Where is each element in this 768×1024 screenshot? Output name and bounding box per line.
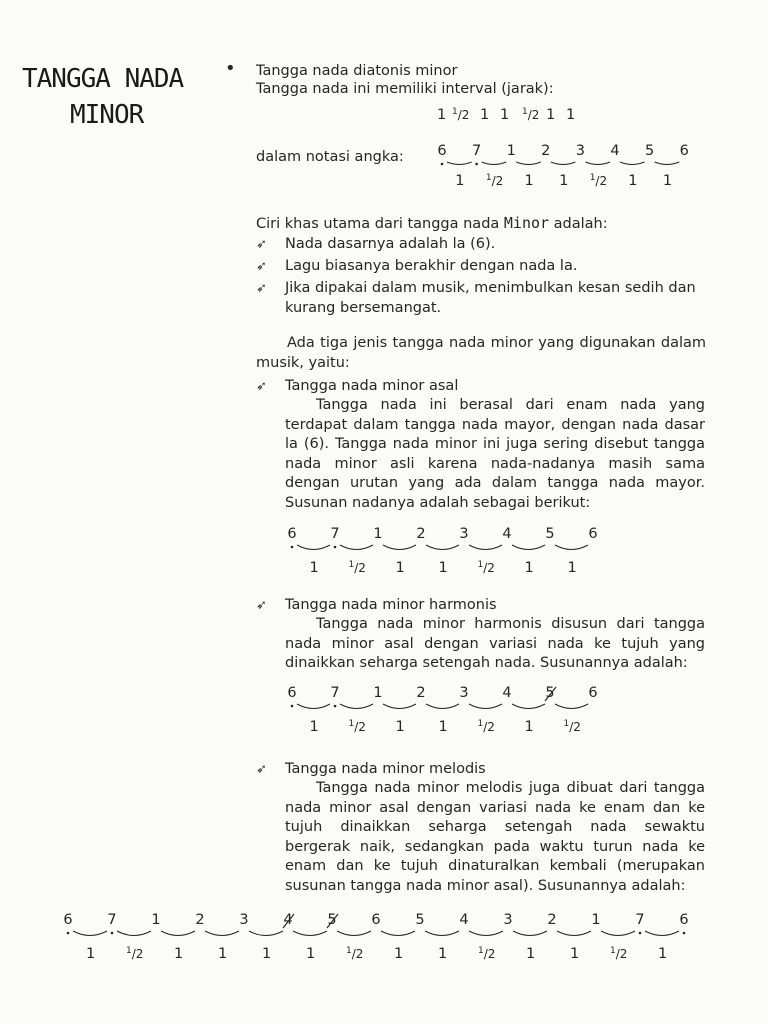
scale-note: 7: [635, 912, 645, 928]
lower-octave-dot: [111, 932, 114, 935]
scale-note: 6: [63, 912, 73, 928]
scale-note: 7: [107, 912, 117, 928]
interval-arc: [557, 931, 591, 936]
scale-interval: 1: [559, 173, 569, 189]
interval-arc: [117, 931, 151, 936]
scale-interval: 1: [218, 946, 228, 962]
scale-interval: $^1$/2: [610, 946, 628, 961]
scale-note: 4: [459, 912, 469, 928]
scale-note: 1: [151, 912, 161, 928]
scale-note: 6: [371, 912, 381, 928]
scale-interval: 1: [309, 719, 319, 735]
scale-note: 6: [588, 685, 598, 701]
harmonis-heading: Tangga nada minor harmonis: [285, 597, 497, 613]
scale-note: 3: [575, 143, 585, 159]
scale-interval: 1: [262, 946, 272, 962]
scale-note: 6: [437, 143, 447, 159]
scale-note: 3: [239, 912, 249, 928]
melodis-heading: Tangga nada minor melodis: [285, 761, 486, 777]
ciri-heading-before: Ciri khas utama dari tangga nada: [256, 216, 504, 232]
scale-interval: 1: [526, 946, 536, 962]
melodis-body: Tangga nada minor melodis juga dibuat dari tangga nada minor asal dengan variasi nada ke enam dan ke tujuh dinaikkan seharga setengah nada sewaktu bergerak naik, sedangkan pada waktu turun nada ke enam dan ke tujuh dinaturalkan kembali (merupakan susunan tangga nada minor asal). Susunannya adalah:: [285, 780, 705, 894]
scale-interval: $^1$/2: [477, 560, 495, 575]
scale-interval: 1: [662, 173, 673, 189]
scale-note: 3: [459, 685, 469, 701]
intro-line-1: Tangga nada diatonis minor: [256, 63, 458, 79]
scale-interval: $^1$/2: [563, 719, 581, 734]
scale-interval: $^1$/2: [485, 173, 504, 188]
interval-arc: [425, 931, 459, 936]
bullet-dot-icon: •: [225, 58, 236, 79]
scale-note: 2: [416, 685, 426, 701]
scale-note: 6: [588, 526, 598, 542]
scale-interval: 1: [438, 560, 448, 576]
ciri-heading-minor: Minor: [503, 214, 550, 232]
scale-note: 1: [373, 685, 383, 701]
intro-interval: $^1$/2: [452, 107, 470, 122]
scale-note: 6: [679, 912, 689, 928]
arrow-bullet-icon: ➶: [256, 237, 267, 252]
scale-note: 1: [373, 526, 383, 542]
scale-note: 2: [195, 912, 205, 928]
lower-octave-dot: [639, 932, 642, 935]
scale-interval: $^1$/2: [126, 946, 144, 961]
interval-arc: [601, 931, 635, 936]
scale-interval: 1: [524, 719, 534, 735]
scale-note: 6: [679, 143, 689, 159]
arrow-bullet-icon: ➶: [256, 259, 267, 274]
scale-interval: 1: [628, 173, 638, 189]
interval-arc: [513, 931, 547, 936]
scale-interval: 1: [174, 946, 184, 962]
intro-interval: $^1$/2: [522, 107, 540, 122]
scale-note: 7: [330, 685, 340, 701]
scale-interval: 1: [567, 560, 577, 576]
scale-interval: $^1$/2: [478, 946, 496, 961]
scale-note: 6: [287, 526, 297, 542]
scale-note: 4: [502, 685, 512, 701]
scale-interval: 1: [524, 173, 534, 189]
scale-note: 2: [416, 526, 426, 542]
interval-arc: [469, 931, 503, 936]
intro-interval: 1: [500, 107, 510, 123]
scale-interval: 1: [395, 560, 405, 576]
ciri-item-2: Lagu biasanya berakhir dengan nada la.: [285, 258, 578, 274]
scale-note: 4: [502, 526, 512, 542]
scale-note: 5: [545, 685, 555, 701]
ciri-heading-after: adalah:: [549, 216, 608, 232]
scale-note: 4: [283, 912, 293, 928]
scale-note: 3: [459, 526, 469, 542]
scale-interval: $^1$/2: [589, 173, 608, 188]
interval-arc: [161, 931, 195, 936]
scale-note: 5: [545, 526, 555, 542]
page-title-line-2: MINOR: [70, 100, 144, 130]
arrow-bullet-icon: ➶: [256, 379, 267, 394]
interval-arc: [645, 931, 679, 936]
lower-octave-dot: [67, 932, 70, 935]
scale-note: 2: [541, 143, 551, 159]
interval-arc: [381, 931, 415, 936]
scale-note: 1: [506, 143, 516, 159]
ciri-item-3-cont: kurang bersemangat.: [285, 300, 442, 316]
scale-note: 7: [330, 526, 340, 542]
scale-note: 5: [644, 143, 655, 159]
arrow-bullet-icon: ➶: [256, 598, 267, 613]
page-title-line-1: TANGGA NADA: [22, 64, 184, 94]
interval-arc: [249, 931, 283, 936]
scale-interval: $^1$/2: [477, 719, 495, 734]
scale-interval: 1: [438, 946, 448, 962]
intro-interval: 1: [437, 107, 447, 123]
scale-interval: $^1$/2: [346, 946, 364, 961]
arrow-bullet-icon: ➶: [256, 762, 267, 777]
scale-interval: 1: [524, 560, 534, 576]
interval-arc: [205, 931, 239, 936]
interval-arc: [293, 931, 327, 936]
scale-note: 5: [415, 912, 425, 928]
intro-line-2: Tangga nada ini memiliki interval (jarak):: [256, 81, 554, 97]
scale-interval: 1: [658, 946, 668, 962]
scale-note: 3: [503, 912, 513, 928]
intro-interval: 1: [546, 107, 556, 123]
asal-heading: Tangga nada minor asal: [285, 378, 459, 394]
notation-label: dalam notasi angka:: [256, 149, 404, 165]
scale-interval: 1: [438, 719, 448, 735]
scale-interval: 1: [309, 560, 319, 576]
scale-note: 2: [547, 912, 557, 928]
lower-octave-dot: [683, 932, 686, 935]
scale-note: 6: [287, 685, 297, 701]
scale-note: 7: [471, 143, 482, 159]
harmonis-body: Tangga nada minor harmonis disusun dari tangga nada minor asal dengan variasi nada ke tujuh yang dinaikkan seharga setengah nada. Susunannya adalah:: [285, 616, 705, 671]
arrow-bullet-icon: ➶: [256, 281, 267, 296]
interval-arc: [73, 931, 107, 936]
scale-interval: 1: [86, 946, 96, 962]
scale-interval: $^1$/2: [348, 560, 366, 575]
scale-interval: 1: [570, 946, 580, 962]
scale-interval: 1: [395, 719, 405, 735]
ciri-item-1: Nada dasarnya adalah la (6).: [285, 236, 496, 252]
interval-arc: [337, 931, 371, 936]
scale-interval: 1: [306, 946, 316, 962]
intro-interval: 1: [566, 107, 576, 123]
scale-note: 5: [327, 912, 337, 928]
scale-interval: 1: [455, 173, 465, 189]
scale-interval: 1: [394, 946, 404, 962]
scale-note: 4: [610, 143, 620, 159]
asal-body: Tangga nada ini berasal dari enam nada yang terdapat dalam tangga nada mayor, dengan nada dasar la (6). Tangga nada minor ini juga sering disebut tangga nada minor asli karena nada-nadanya masih sama dengan urutan yang ada dalam tangga nada mayor. Susunan nadanya adalah sebagai berikut:: [285, 397, 705, 511]
jenis-intro: Ada tiga jenis tangga nada minor yang digunakan dalam musik, yaitu:: [256, 335, 706, 371]
scale-note: 1: [591, 912, 601, 928]
intro-interval: 1: [480, 107, 490, 123]
scale-interval: $^1$/2: [348, 719, 366, 734]
ciri-item-3: Jika dipakai dalam musik, menimbulkan kesan sedih dan: [285, 280, 696, 296]
